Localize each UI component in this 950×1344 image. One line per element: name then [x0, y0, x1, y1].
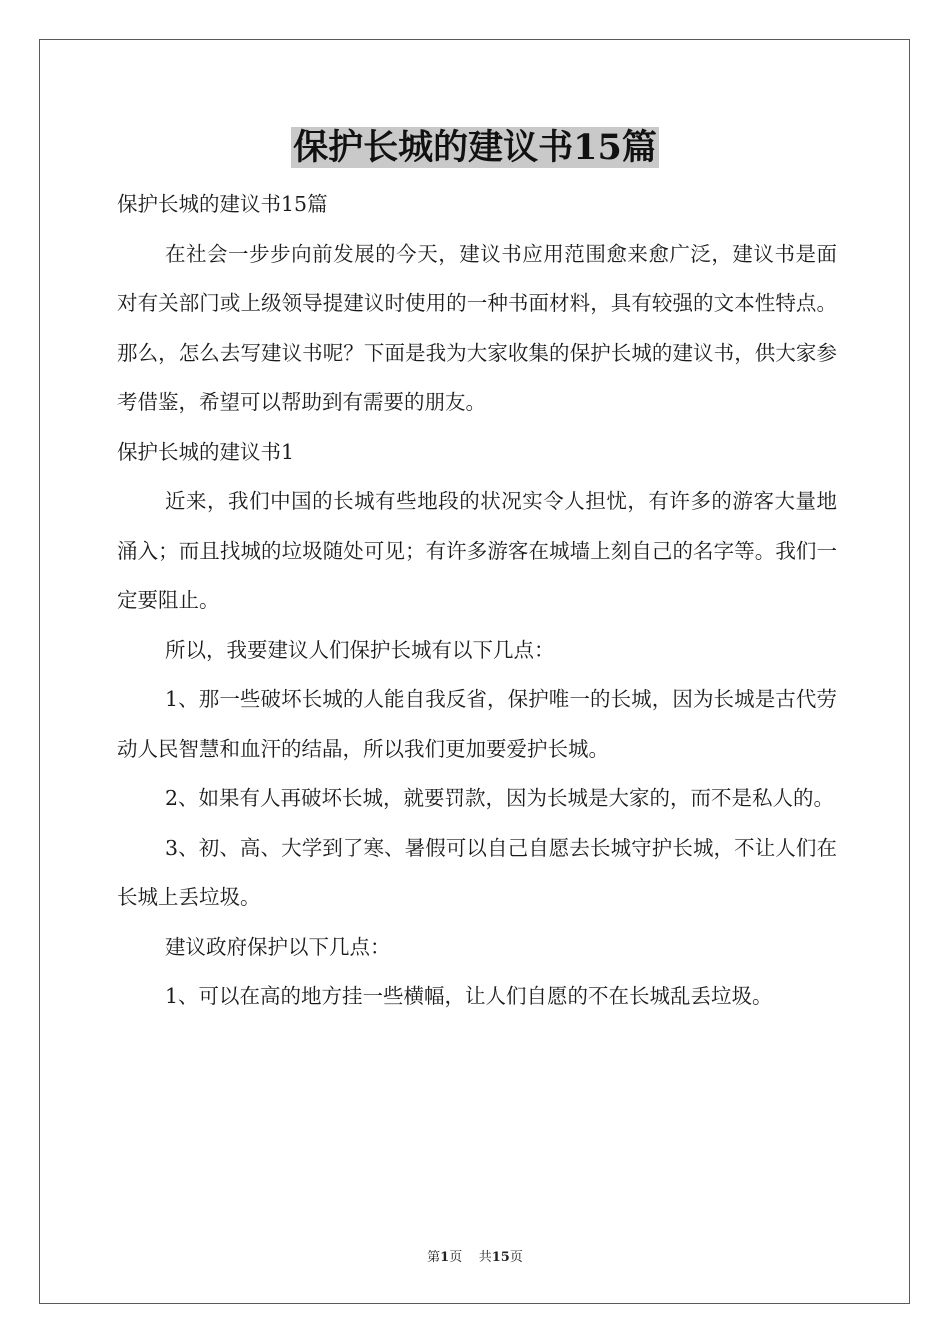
page-number: 1 [440, 1250, 450, 1265]
paragraph: 保护长城的建议书1 [117, 439, 295, 464]
paragraph: 3、初、高、大学到了寒、暑假可以自己自愿去长城守护长城，不让人们在长城上丢垃圾。 [117, 835, 837, 909]
paragraph: 保护长城的建议书15篇 [117, 192, 328, 216]
paragraph: 1、那一些破坏长城的人能自我反省，保护唯一的长城，因为长城是古代劳动人民智慧和血汗的结晶，所以我们更加要爱护长城。 [117, 687, 837, 761]
paragraph: 近来，我们中国的长城有些地段的状况实令人担忧，有许多的游客大量地涌入；而且找城的垃圾随处可见；有许多游客在城墙上刻自己的名字等。我们一定要阻止。 [117, 489, 837, 612]
page-total: 15 [491, 1250, 510, 1265]
total-prefix: 共 [478, 1250, 492, 1265]
paragraph: 2、如果有人再破坏长城，就要罚款，因为长城是大家的，而不是私人的。 [165, 786, 835, 810]
total-suffix: 页 [509, 1250, 523, 1265]
paragraph: 1、可以在高的地方挂一些横幅，让人们自愿的不在长城乱丢垃圾。 [165, 984, 773, 1008]
document-body [117, 180, 837, 1022]
paragraph: 所以，我要建议人们保护长城有以下几点： [165, 637, 555, 662]
document-title [0, 124, 950, 172]
page-suffix: 页 [449, 1250, 463, 1265]
paragraph: 建议政府保护以下几点： [165, 934, 391, 959]
page-prefix: 第 [427, 1250, 441, 1265]
page-footer [0, 1246, 950, 1265]
title-text: 保护长城的建议书15篇 [293, 127, 657, 168]
paragraph: 在社会一步步向前发展的今天，建议书应用范围愈来愈广泛，建议书是面对有关部门或上级领导提建议时使用的一种书面材料，具有较强的文本性特点。那么，怎么去写建议书呢？下面是我为大家收集的保护长城的建议书，供大家参考借鉴，希望可以帮助到有需要的朋友。 [117, 241, 837, 414]
